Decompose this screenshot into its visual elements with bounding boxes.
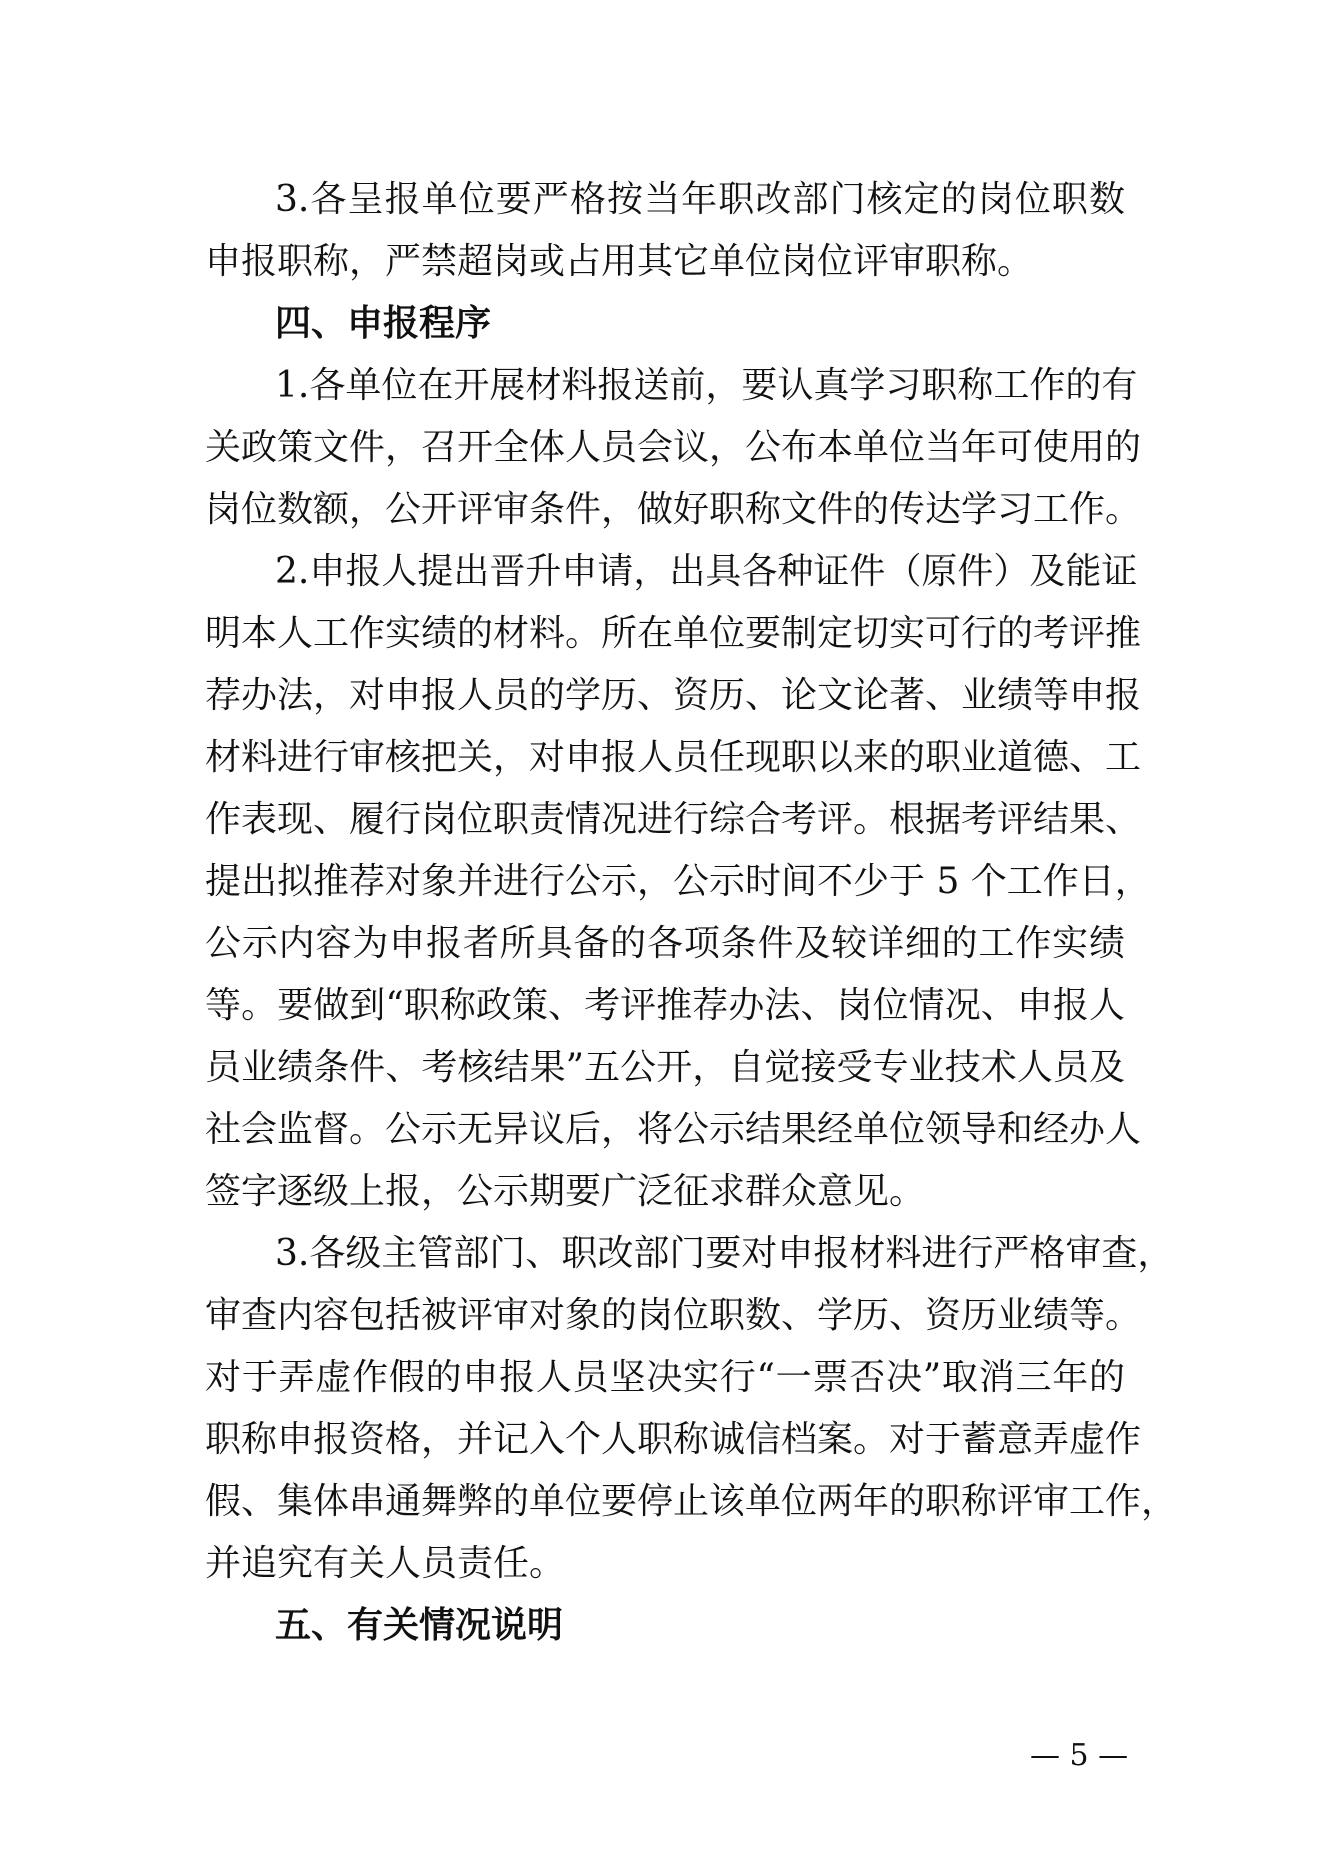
paragraph-line: 3.各级主管部门、职改部门要对申报材料进行严格审查， [275, 1233, 1174, 1274]
paragraph-line: 1.各单位在开展材料报送前，要认真学习职称工作的有 [275, 365, 1138, 406]
paragraph-line: 等。要做到“职称政策、考评推荐办法、岗位情况、申报人 [205, 985, 1125, 1026]
paragraph-line: 签字逐级上报，公示期要广泛征求群众意见。 [205, 1171, 926, 1212]
paragraph-line: 2.申报人提出晋升申请，出具各种证件（原件）及能证 [275, 551, 1138, 592]
section-heading-5: 五、有关情况说明 [275, 1605, 564, 1646]
paragraph-line: 社会监督。公示无异议后，将公示结果经单位领导和经办人 [205, 1109, 1142, 1150]
paragraph-line: 材料进行审核把关，对申报人员任现职以来的职业道德、工 [205, 737, 1142, 778]
paragraph-line: 明本人工作实绩的材料。所在单位要制定切实可行的考评推 [205, 613, 1142, 654]
paragraph-line: 员业绩条件、考核结果”五公开，自觉接受专业技术人员及 [205, 1047, 1125, 1088]
paragraph-line: 对于弄虚作假的申报人员坚决实行“一票否决”取消三年的 [205, 1357, 1125, 1398]
page-number: — 5 — [1030, 1738, 1129, 1773]
paragraph-line: 关政策文件，召开全体人员会议，公布本单位当年可使用的 [205, 427, 1142, 468]
paragraph-line: 公示内容为申报者所具备的各项条件及较详细的工作实绩 [205, 923, 1125, 964]
paragraph-line: 并追究有关人员责任。 [205, 1543, 566, 1584]
paragraph-line: 岗位数额，公开评审条件，做好职称文件的传达学习工作。 [205, 489, 1142, 530]
paragraph-line: 申报职称，严禁超岗或占用其它单位岗位评审职称。 [205, 241, 1034, 282]
paragraph-line: 作表现、履行岗位职责情况进行综合考评。根据考评结果、 [205, 799, 1142, 840]
paragraph-line: 荐办法，对申报人员的学历、资历、论文论著、业绩等申报 [205, 675, 1142, 716]
paragraph-line: 审查内容包括被评审对象的岗位职数、学历、资历业绩等。 [205, 1295, 1142, 1336]
paragraph-line: 职称申报资格，并记入个人职称诚信档案。对于蓄意弄虚作 [205, 1419, 1142, 1460]
paragraph-line: 提出拟推荐对象并进行公示，公示时间不少于 5 个工作日， [205, 861, 1151, 902]
paragraph-line: 假、集体串通舞弊的单位要停止该单位两年的职称评审工作， [205, 1481, 1178, 1522]
section-heading-4: 四、申报程序 [275, 303, 492, 344]
paragraph-line: 3.各呈报单位要严格按当年职改部门核定的岗位职数 [275, 179, 1125, 220]
